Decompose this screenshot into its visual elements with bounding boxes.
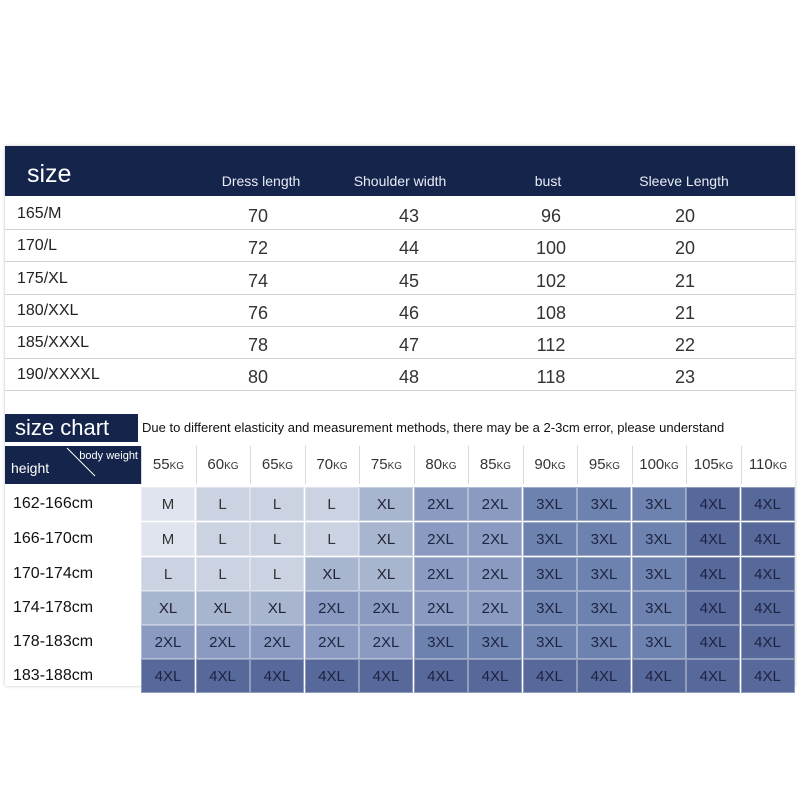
size-cell: 2XL [468, 557, 522, 591]
height-row-label: 183-188cm [13, 667, 94, 684]
weight-number: 90 [534, 456, 552, 473]
size-cell: 4XL [414, 659, 468, 693]
size-cell: 2XL [359, 591, 413, 625]
size-cell: 2XL [414, 557, 468, 591]
measurement-value: 47 [398, 335, 420, 355]
height-row-label: 166-170cm [13, 530, 94, 547]
weight-unit: KG [224, 461, 239, 472]
size-cell: 4XL [741, 659, 795, 693]
corner-height-label: height [11, 460, 50, 476]
weight-column-header [305, 446, 359, 484]
height-row-label: 178-183cm [13, 633, 94, 650]
weight-number: 95 [588, 456, 606, 473]
size-cell: 4XL [741, 625, 795, 659]
measurement-value: 76 [247, 303, 269, 323]
weight-unit: KG [387, 461, 403, 472]
weight-number: 80 [425, 456, 443, 473]
measurement-row [5, 231, 795, 262]
size-cell: 2XL [141, 625, 195, 659]
size-cell: 3XL [632, 591, 686, 625]
weight-number: 105 [693, 456, 719, 473]
weight-column-header [468, 446, 522, 484]
measurement-row-size-label: 180/XXL [17, 302, 79, 319]
measurement-value: 78 [247, 335, 269, 355]
column-bust: bust [534, 173, 562, 189]
size-cell: 3XL [523, 625, 577, 659]
size-cell: 4XL [523, 659, 577, 693]
weight-number: 75 [370, 456, 388, 473]
measurement-value: 21 [674, 271, 696, 291]
size-chart-title: size chart [5, 414, 138, 442]
measurement-row [5, 199, 795, 230]
size-cell: 3XL [523, 557, 577, 591]
size-cell: 4XL [141, 659, 195, 693]
size-cell: XL [359, 557, 413, 591]
size-cell: 4XL [468, 659, 522, 693]
size-cell: 3XL [577, 557, 631, 591]
measurement-value: 44 [398, 238, 420, 258]
size-cell: 3XL [632, 625, 686, 659]
size-cell: 4XL [686, 591, 740, 625]
size-cell: 3XL [577, 591, 631, 625]
weight-column-header [523, 446, 577, 484]
measurement-row-size-label: 165/M [17, 205, 62, 222]
size-cell: L [250, 557, 304, 591]
weight-column-header [250, 446, 304, 484]
weight-number: 100 [639, 456, 665, 473]
size-cell: 3XL [468, 625, 522, 659]
size-cell: 4XL [686, 625, 740, 659]
size-cell: 3XL [632, 522, 686, 556]
size-cell: 2XL [468, 487, 522, 521]
size-cell: 4XL [686, 522, 740, 556]
weight-unit: KG [551, 461, 566, 472]
weight-number: 85 [479, 456, 497, 473]
measurement-value: 112 [536, 335, 566, 355]
measurement-value: 80 [247, 367, 269, 387]
measurement-value: 21 [674, 303, 696, 323]
size-cell: XL [250, 591, 304, 625]
size-cell: 3XL [523, 591, 577, 625]
weight-column-header [196, 446, 250, 484]
weight-number: 55 [152, 456, 170, 473]
weight-column-header [632, 446, 686, 484]
measurement-value: 22 [674, 335, 696, 355]
size-cell: L [141, 557, 195, 591]
size-cell: M [141, 487, 195, 521]
size-cell: XL [359, 522, 413, 556]
height-row-label: 170-174cm [13, 565, 94, 582]
size-cell: 2XL [305, 625, 359, 659]
weight-column-header [686, 446, 740, 484]
size-cell: XL [305, 557, 359, 591]
size-cell: M [141, 522, 195, 556]
size-cell: 3XL [523, 522, 577, 556]
measurement-row-size-label: 185/XXXL [17, 334, 90, 351]
weight-unit: KG [772, 461, 788, 472]
weight-unit: KG [278, 461, 294, 472]
measurement-row [5, 264, 795, 295]
size-cell: 3XL [414, 625, 468, 659]
height-row-label: 174-178cm [13, 599, 94, 616]
weight-column-header [577, 446, 631, 484]
size-cell: 3XL [632, 557, 686, 591]
size-cell: L [196, 487, 250, 521]
size-cell: 2XL [305, 591, 359, 625]
measurement-row-size-label: 190/XXXXL [17, 366, 100, 383]
size-cell: 2XL [250, 625, 304, 659]
weight-unit: KG [605, 461, 621, 472]
size-cell: L [196, 557, 250, 591]
weight-column-header [741, 446, 795, 484]
grid-corner-header [5, 446, 141, 484]
weight-unit: KG [169, 461, 185, 472]
measurement-value: 100 [535, 238, 567, 258]
measurement-value: 72 [247, 238, 269, 258]
weight-unit: KG [333, 461, 348, 472]
measurement-value: 70 [247, 206, 269, 226]
size-cell: 2XL [414, 487, 468, 521]
size-chart-note: Due to different elasticity and measurement methods, there may be a 2-3cm error, please understand [142, 420, 725, 435]
measurement-row [5, 328, 795, 359]
size-cell: 3XL [577, 522, 631, 556]
size-cell: 4XL [196, 659, 250, 693]
size-cell: L [250, 522, 304, 556]
weight-number: 60 [207, 456, 225, 473]
size-cell: 2XL [468, 591, 522, 625]
measurement-table-header [5, 146, 795, 196]
measurement-value: 46 [398, 303, 420, 323]
measurement-row-size-label: 170/L [17, 237, 58, 254]
measurement-row [5, 360, 795, 391]
measurement-value: 43 [398, 206, 420, 226]
size-cell: 4XL [577, 659, 631, 693]
weight-number: 110 [748, 456, 773, 473]
size-cell: L [305, 522, 359, 556]
measurement-row [5, 296, 795, 327]
size-cell: XL [359, 487, 413, 521]
size-cell: 4XL [741, 522, 795, 556]
size-cell: XL [141, 591, 195, 625]
measurement-value: 96 [540, 206, 562, 226]
weight-unit: KG [664, 461, 679, 472]
size-cell: 3XL [523, 487, 577, 521]
measurement-value: 108 [535, 303, 567, 323]
size-cell: 2XL [359, 625, 413, 659]
weight-unit: KG [496, 461, 512, 472]
size-cell: 4XL [686, 659, 740, 693]
size-cell: L [196, 522, 250, 556]
measurement-value: 20 [674, 206, 696, 226]
weight-unit: KG [442, 461, 457, 472]
size-cell: 4XL [741, 487, 795, 521]
size-card [5, 146, 795, 686]
measurement-table-title: size [27, 160, 72, 188]
measurement-value: 45 [398, 271, 420, 291]
size-cell: 4XL [686, 487, 740, 521]
size-cell: 2XL [468, 522, 522, 556]
weight-column-header [359, 446, 413, 484]
size-cell: 2XL [414, 522, 468, 556]
measurement-value: 118 [536, 367, 566, 387]
size-cell: 4XL [741, 591, 795, 625]
size-cell: 2XL [196, 625, 250, 659]
weight-number: 70 [316, 456, 334, 473]
size-cell: 4XL [359, 659, 413, 693]
size-cell: 3XL [632, 487, 686, 521]
size-cell: 4XL [250, 659, 304, 693]
size-cell: 3XL [577, 625, 631, 659]
weight-number: 65 [261, 456, 279, 473]
measurement-value: 102 [535, 271, 567, 291]
measurement-value: 20 [674, 238, 696, 258]
measurement-value: 74 [247, 271, 269, 291]
measurement-value: 48 [398, 367, 420, 387]
column-sleeve-length: Sleeve Length [639, 173, 729, 189]
corner-weight-label: body weight [79, 450, 138, 462]
column-shoulder-width: Shoulder width [353, 173, 447, 189]
size-cell: 4XL [305, 659, 359, 693]
size-cell: L [305, 487, 359, 521]
size-chart-strip [5, 414, 795, 440]
size-cell: 3XL [577, 487, 631, 521]
size-cell: 4XL [632, 659, 686, 693]
weight-column-header [414, 446, 468, 484]
size-cell: 2XL [414, 591, 468, 625]
size-cell: XL [196, 591, 250, 625]
measurement-value: 23 [674, 367, 696, 387]
measurement-row-size-label: 175/XL [17, 270, 68, 287]
weight-unit: KG [718, 461, 734, 472]
size-cell: L [250, 487, 304, 521]
column-dress-length: Dress length [221, 173, 301, 189]
size-cell: 4XL [686, 557, 740, 591]
weight-column-header [141, 446, 195, 484]
height-row-label: 162-166cm [13, 495, 94, 512]
size-cell: 4XL [741, 557, 795, 591]
